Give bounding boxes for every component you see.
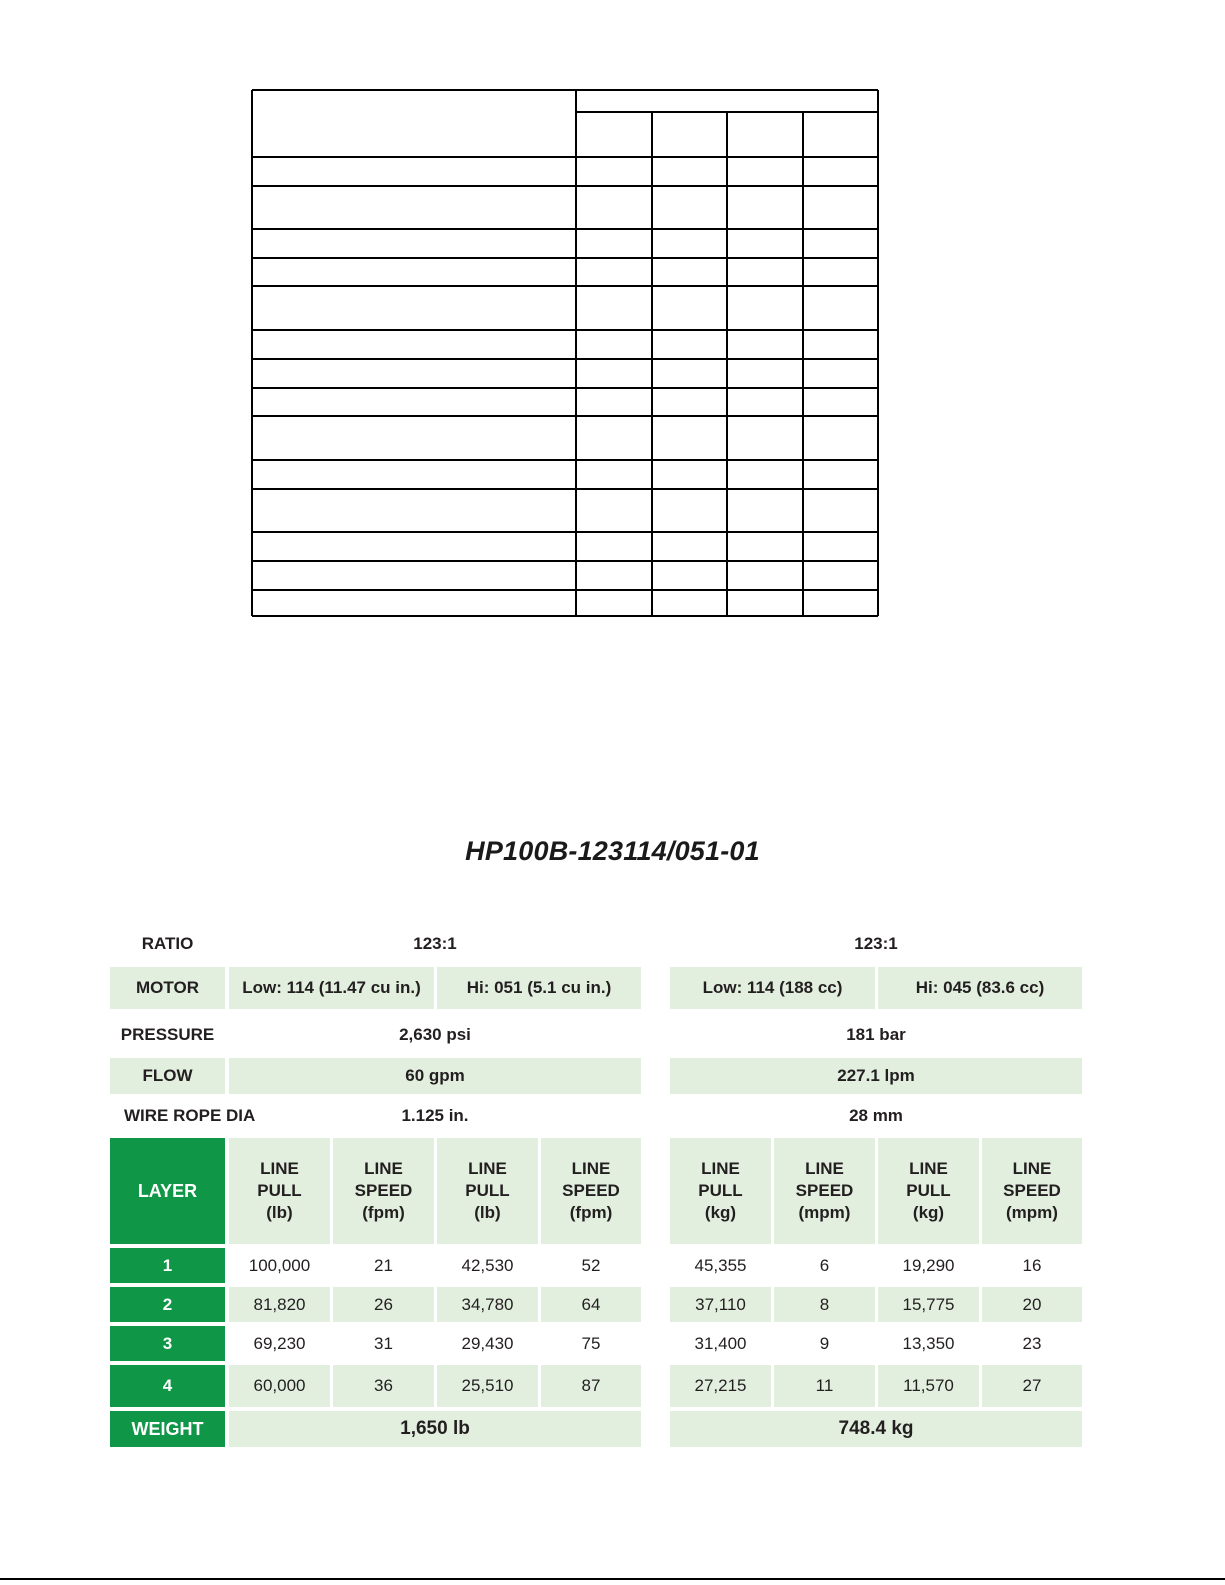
weight-label: WEIGHT <box>110 1411 225 1447</box>
ratio-imperial: 123:1 <box>413 934 457 954</box>
layer-3-metric-pull-2: 13,350 <box>902 1333 955 1353</box>
layer-2-imperial-pull-2: 34,780 <box>437 1287 538 1322</box>
wire-rope-imperial: 1.125 in. <box>401 1106 469 1126</box>
layer-3-metric-speed-1: 9 <box>819 1333 830 1353</box>
layer-2-metric-pull-2: 15,775 <box>878 1287 979 1322</box>
wire-rope-metric: 28 mm <box>849 1106 903 1126</box>
layer-3-imperial-speed-1: 31 <box>374 1333 393 1353</box>
header-metric-line-pull-2: LINE PULL (kg) <box>878 1138 979 1244</box>
layer-2-label: 2 <box>110 1287 225 1322</box>
layer-3-label: 3 <box>110 1326 225 1361</box>
header-imperial-line-pull-1: LINE PULL (lb) <box>229 1138 330 1244</box>
model-title: HP100B-123114/051-01 <box>465 836 760 866</box>
layer-3-metric-speed-2: 23 <box>1022 1333 1042 1353</box>
layer-3-imperial-pull-1: 69,230 <box>253 1333 306 1353</box>
layer-2-imperial-speed-2: 64 <box>541 1287 641 1322</box>
pressure-label: PRESSURE <box>120 1025 215 1045</box>
header-metric-line-speed-2: LINE SPEED (mpm) <box>982 1138 1082 1244</box>
layer-4-metric-speed-2: 27 <box>982 1365 1082 1407</box>
layer-4-imperial-pull-2: 25,510 <box>437 1365 538 1407</box>
layer-3-metric-pull-1: 31,400 <box>694 1333 747 1353</box>
header-metric-line-speed-1: LINE SPEED (mpm) <box>774 1138 875 1244</box>
layer-1-imperial-speed-1: 21 <box>374 1255 393 1275</box>
flow-metric: 227.1 lpm <box>670 1058 1082 1094</box>
layer-4-imperial-speed-2: 87 <box>541 1365 641 1407</box>
weight-imperial: 1,650 lb <box>229 1411 641 1447</box>
wire-rope-label: WIRE ROPE DIA <box>124 1106 256 1126</box>
blank-outline-table <box>0 0 1225 640</box>
layer-2-imperial-pull-1: 81,820 <box>229 1287 330 1322</box>
pressure-metric: 181 bar <box>846 1025 906 1045</box>
layer-4-imperial-pull-1: 60,000 <box>229 1365 330 1407</box>
layer-4-imperial-speed-1: 36 <box>333 1365 434 1407</box>
layer-2-metric-pull-1: 37,110 <box>670 1287 771 1322</box>
motor-label: MOTOR <box>110 967 225 1009</box>
layer-1-label: 1 <box>110 1248 225 1283</box>
weight-metric: 748.4 kg <box>670 1411 1082 1447</box>
layer-1-metric-pull-1: 45,355 <box>694 1255 747 1275</box>
layer-1-imperial-pull-1: 100,000 <box>248 1255 311 1275</box>
flow-label: FLOW <box>110 1058 225 1094</box>
layer-header: LAYER <box>110 1138 225 1244</box>
motor-metric-hi: Hi: 045 (83.6 cc) <box>878 967 1082 1009</box>
layer-3-imperial-speed-2: 75 <box>581 1333 601 1353</box>
header-imperial-line-speed-2: LINE SPEED (fpm) <box>541 1138 641 1244</box>
layer-4-metric-pull-2: 11,570 <box>878 1365 979 1407</box>
flow-imperial: 60 gpm <box>229 1058 641 1094</box>
layer-1-metric-pull-2: 19,290 <box>902 1255 955 1275</box>
layer-1-imperial-pull-2: 42,530 <box>461 1255 514 1275</box>
page-bottom-rule <box>0 1578 1225 1580</box>
layer-1-metric-speed-2: 16 <box>1022 1255 1042 1275</box>
motor-metric-low: Low: 114 (188 cc) <box>670 967 875 1009</box>
motor-imperial-hi: Hi: 051 (5.1 cu in.) <box>437 967 641 1009</box>
header-imperial-line-speed-1: LINE SPEED (fpm) <box>333 1138 434 1244</box>
header-metric-line-pull-1: LINE PULL (kg) <box>670 1138 771 1244</box>
layer-2-metric-speed-2: 20 <box>982 1287 1082 1322</box>
pressure-imperial: 2,630 psi <box>399 1025 471 1045</box>
layer-3-imperial-pull-2: 29,430 <box>461 1333 514 1353</box>
layer-1-imperial-speed-2: 52 <box>581 1255 601 1275</box>
layer-2-imperial-speed-1: 26 <box>333 1287 434 1322</box>
motor-imperial-low: Low: 114 (11.47 cu in.) <box>229 967 434 1009</box>
layer-4-metric-speed-1: 11 <box>774 1365 875 1407</box>
ratio-metric: 123:1 <box>854 934 898 954</box>
header-imperial-line-pull-2: LINE PULL (lb) <box>437 1138 538 1244</box>
layer-4-label: 4 <box>110 1365 225 1407</box>
layer-4-metric-pull-1: 27,215 <box>670 1365 771 1407</box>
layer-2-metric-speed-1: 8 <box>774 1287 875 1322</box>
ratio-label: RATIO <box>141 934 194 954</box>
layer-1-metric-speed-1: 6 <box>819 1255 830 1275</box>
